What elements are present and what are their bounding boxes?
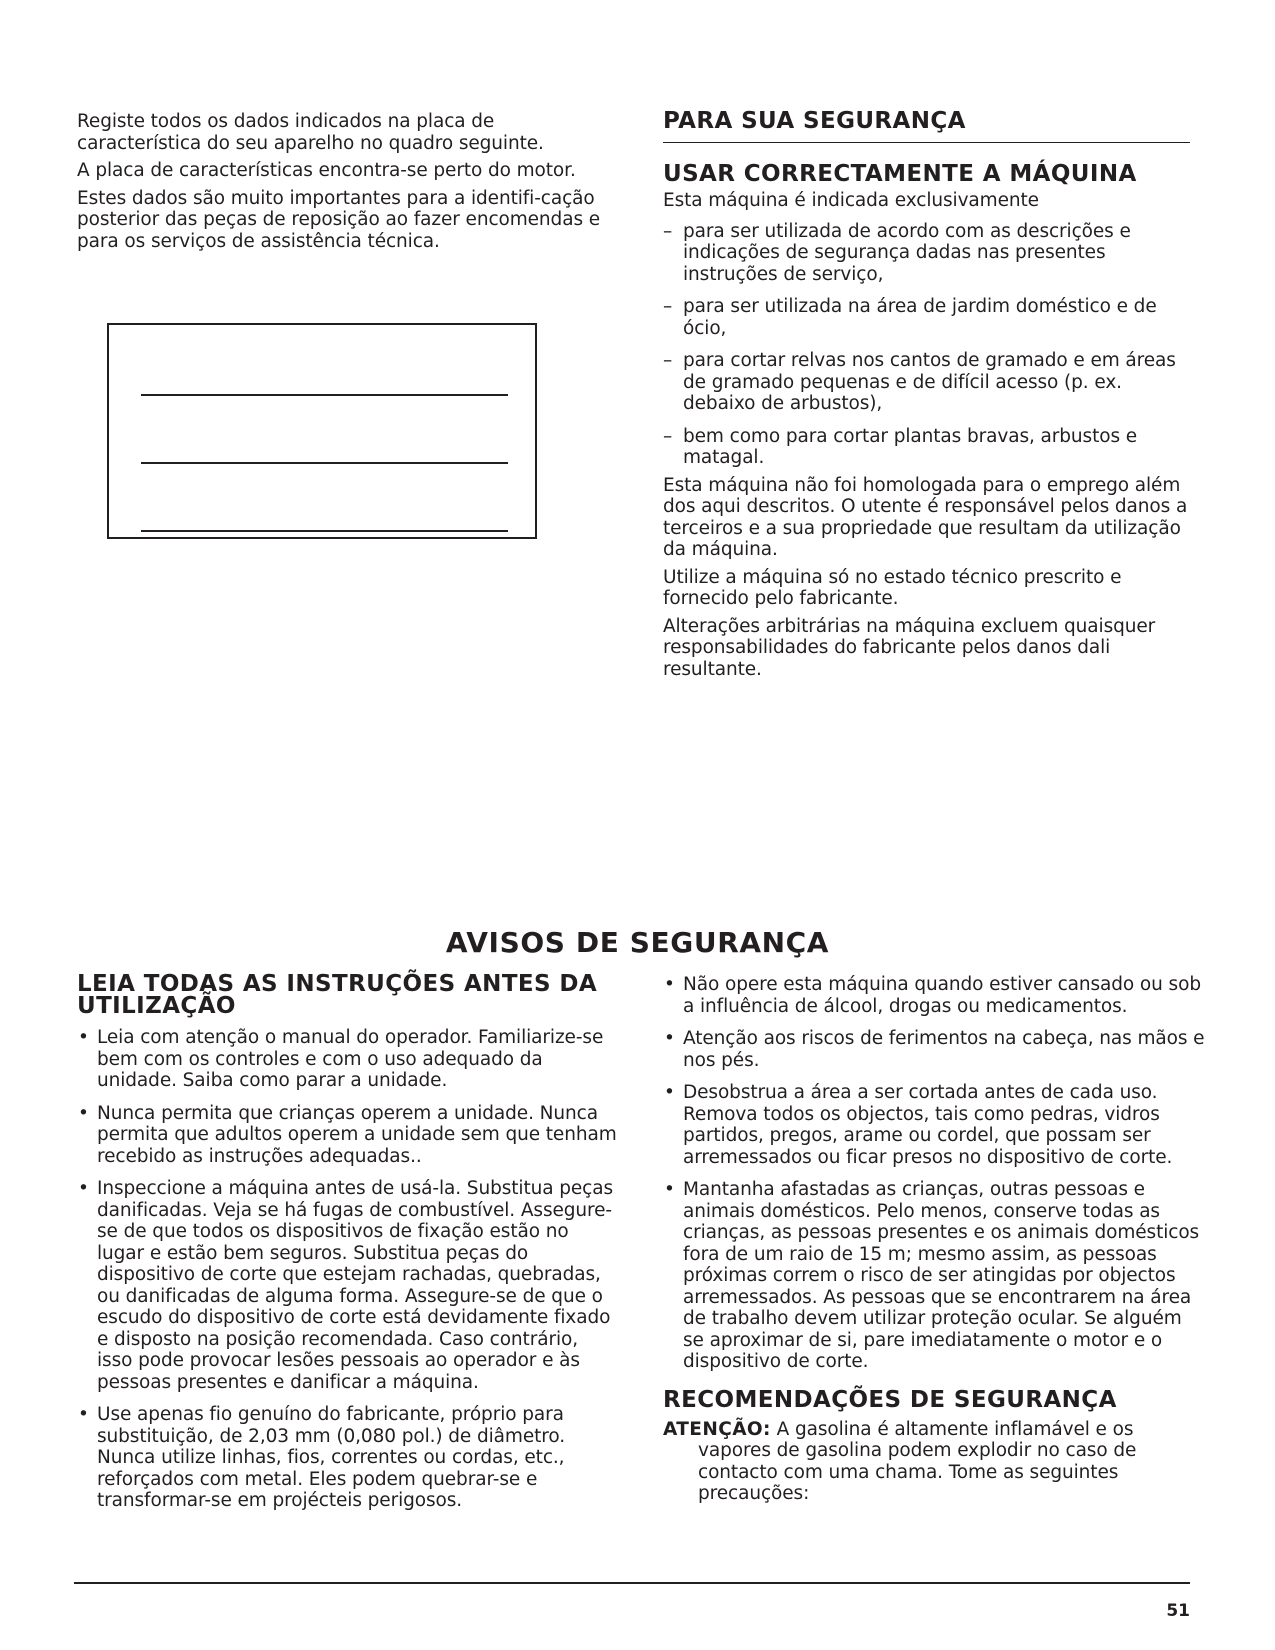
paragraph: Registe todos os dados indicados na placa de característica do seu aparelho no quadro seguinte. [77, 111, 544, 154]
list-item: • Atenção aos riscos de ferimentos na cabeça, nas mãos e nos pés. [663, 1028, 1208, 1071]
section-title: PARA SUA SEGURANÇA [663, 108, 966, 134]
lead-text: Esta máquina é indicada exclusivamente [663, 190, 1039, 211]
warnings-right-column [663, 974, 1208, 1505]
attention-paragraph [663, 1419, 1208, 1505]
list-item: – para ser utilizada de acordo com as descrições e indicações de segurança dadas nas presentes instruções de serviço, [663, 221, 1190, 286]
paragraph: A placa de características encontra-se perto do motor. [77, 160, 576, 181]
blank-line [141, 462, 508, 464]
blank-line [141, 394, 508, 396]
blank-line [141, 530, 508, 532]
list-item: • Desobstrua a área a ser cortada antes de cada uso. Remova todos os objectos, tais como pedras, vidros partidos, pregos, arame ou cordel, que possam ser arremessados ou ficar presos no dispositivo de corte. [663, 1082, 1208, 1168]
recommendations-title: RECOMENDAÇÕES DE SEGURANÇA [663, 1386, 1117, 1413]
list-item: – bem como para cortar plantas bravas, arbustos e matagal. [663, 426, 1190, 469]
warnings-left-column [77, 973, 617, 1512]
paragraph: Alterações arbitrárias na máquina excluem quaisquer responsabilidades do fabricante pelos danos dali resultante. [663, 615, 1156, 680]
title-rule [663, 142, 1190, 143]
paragraph: Utilize a máquina só no estado técnico prescrito e fornecido pelo fabricante. [663, 566, 1122, 609]
list-item: • Use apenas fio genuíno do fabricante, próprio para substituição, de 2,03 mm (0,080 pol.) de diâmetro. Nunca utilize linhas, fios, correntes ou cordas, etc., reforçados com metal. Eles podem quebrar-se e transformar-se em projécteis perigosos. [77, 1404, 617, 1512]
footer-rule [74, 1582, 1190, 1584]
paragraph: Estes dados são muito importantes para a identifi-cação posterior das peças de reposição ao fazer encomendas e para os serviços de assistência técnica. [77, 187, 601, 252]
list-item: • Leia com atenção o manual do operador. Familiarize-se bem com os controles e com o uso adequado da unidade. Saiba como parar a unidade. [77, 1027, 617, 1092]
list-item: • Não opere esta máquina quando estiver cansado ou sob a influência de álcool, drogas ou medicamentos. [663, 974, 1208, 1017]
section-subtitle: USAR CORRECTAMENTE A MÁQUINA [663, 161, 1137, 187]
list-item: – para cortar relvas nos cantos de gramado e em áreas de gramado pequenas e de difícil acesso (p. ex. debaixo de arbustos), [663, 350, 1190, 415]
attention-label: ATENÇÃO: [663, 1418, 771, 1440]
attention-text: A gasolina é altamente inflamável e os vapores de gasolina podem explodir no caso de contacto com uma chama. Tome as seguintes precauções: [698, 1418, 1137, 1504]
usage-list [663, 221, 1190, 469]
rating-plate-instructions [77, 111, 607, 252]
list-item: – para ser utilizada na área de jardim doméstico e de ócio, [663, 296, 1190, 339]
warnings-list-left [77, 1027, 617, 1512]
page-number: 51 [1166, 1601, 1190, 1621]
safety-intro-section [663, 108, 1190, 680]
warnings-title: AVISOS DE SEGURANÇA [445, 926, 830, 959]
list-item: • Mantanha afastadas as crianças, outras pessoas e animais domésticos. Pelo menos, conserve todas as crianças, as pessoas presentes e os animais domésticos fora de um raio de 15 m; mesmo assim, as pessoas próximas correm o risco de ser atingidas por objectos arremessados. As pessoas que se encontrarem na área de trabalho devem utilizar proteção ocular. Se alguém se aproximar de si, pare imediatamente o motor e o dispositivo de corte. [663, 1179, 1208, 1373]
paragraph: Esta máquina não foi homologada para o emprego além dos aqui descritos. O utente é responsável pelos danos a terceiros e a sua propriedade que resultam da utilização da máquina. [663, 474, 1188, 560]
warnings-subtitle: LEIA TODAS AS INSTRUÇÕES ANTES DA UTILIZAÇÃO [77, 971, 598, 1019]
list-item: • Inspeccione a máquina antes de usá-la. Substitua peças danificadas. Veja se há fugas de combustível. Assegure-se de que todos os dispositivos de fixação estão no lugar e estão bem seguros. Substitua peças do dispositivo de corte que estejam rachadas, quebradas, ou danificadas de alguma forma. Assegure-se de que o escudo do dispositivo de corte está devidamente fixado e disposto na posição recomendada. Caso contrário, isso pode provocar lesões pessoais ao operador e às pessoas presentes e danificar a máquina. [77, 1178, 617, 1393]
list-item: • Nunca permita que crianças operem a unidade. Nunca permita que adultos operem a unidade sem que tenham recebido as instruções adequadas.. [77, 1103, 617, 1168]
rating-plate-box [107, 323, 537, 539]
warnings-list-right [663, 974, 1208, 1373]
